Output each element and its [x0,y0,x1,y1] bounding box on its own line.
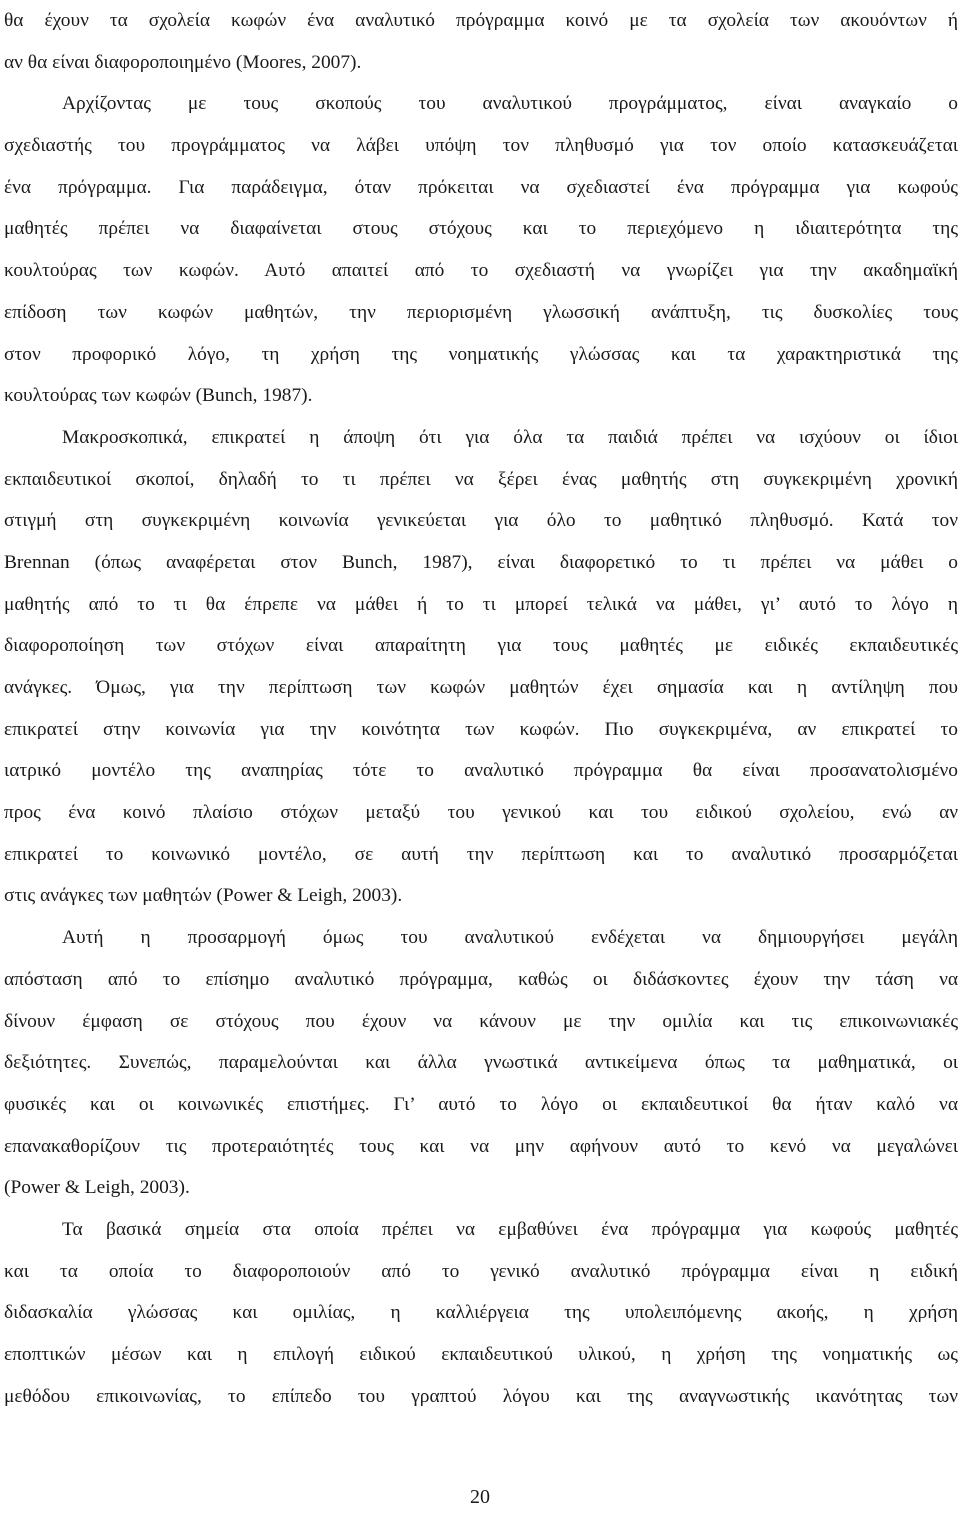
text-line: μεθόδου επικοινωνίας, το επίπεδο του γραπτού λόγου και της αναγνωστικής ικανότητας των [4,1385,958,1407]
text-line: ένα πρόγραμμα. Για παράδειγμα, όταν πρόκειται να σχεδιαστεί ένα πρόγραμμα για κωφούς [4,176,958,198]
text-line: ιατρικό μοντέλο της αναπηρίας τότε το αναλυτικό πρόγραμμα θα είναι προσανατολισμένο [4,760,958,782]
text-line: Αρχίζοντας με τους σκοπούς του αναλυτικού προγράμματος, είναι αναγκαίο ο [62,93,958,115]
text-line: επικρατεί το κοινωνικό μοντέλο, σε αυτή την περίπτωση και το αναλυτικό προσαρμόζεται [4,843,958,865]
text-line: Μακροσκοπικά, επικρατεί η άποψη ότι για όλα τα παιδιά πρέπει να ισχύουν οι ίδιοι [62,426,958,448]
text-line: επικρατεί στην κοινωνία για την κοινότητα των κωφών. Πιο συγκεκριμένα, αν επικρατεί το [4,718,958,740]
text-line: αν θα είναι διαφοροποιημένο (Moores, 2007). [4,51,362,73]
text-line: δίνουν έμφαση σε στόχους που έχουν να κάνουν με την ομιλία και τις επικοινωνιακές [4,1010,958,1032]
text-line: επίδοση των κωφών μαθητών, την περιορισμένη γλωσσική ανάπτυξη, τις δυσκολίες τους [4,301,958,323]
text-line: θα έχουν τα σχολεία κωφών ένα αναλυτικό πρόγραμμα κοινό με τα σχολεία των ακουόντων ή [4,10,958,31]
text-line: στον προφορικό λόγο, τη χρήση της νοηματικής γλώσσας και τα χαρακτηριστικά της [4,343,958,365]
text-line: στιγμή στη συγκεκριμένη κοινωνία γενικεύεται για όλο το μαθητικό πληθυσμό. Κατά τον [4,510,958,532]
text-line: Τα βασικά σημεία στα οποία πρέπει να εμβαθύνει ένα πρόγραμμα για κωφούς μαθητές [62,1218,958,1240]
text-line: εκπαιδευτικοί σκοποί, δηλαδή το τι πρέπει να ξέρει ένας μαθητής στη συγκεκριμένη χρονική [4,468,958,490]
text-line: και τα οποία το διαφοροποιούν από το γενικό αναλυτικό πρόγραμμα είναι η ειδική [4,1260,958,1282]
body-text [4,0,958,1417]
text-line: διδασκαλία γλώσσας και ομιλίας, η καλλιέργεια της υπολειπόμενης ακοής, η χρήση [4,1302,958,1324]
text-line: στις ανάγκες των μαθητών (Power & Leigh, 2003). [4,885,403,907]
text-line: εποπτικών μέσων και η επιλογή ειδικού εκπαιδευτικού υλικού, η χρήση της νοηματικής ως [4,1344,958,1365]
page-number: 20 [470,1486,490,1508]
text-line: ανάγκες. Όμως, για την περίπτωση των κωφών μαθητών έχει σημασία και η αντίληψη που [4,677,958,698]
text-line: προς ένα κοινό πλαίσιο στόχων μεταξύ του γενικού και του ειδικού σχολείου, ενώ αν [4,802,958,824]
text-line: κουλτούρας των κωφών (Bunch, 1987). [4,385,313,407]
text-line: μαθητής από το τι θα έπρεπε να μάθει ή το τι μπορεί τελικά να μάθει, γι’ αυτό το λόγο η [4,593,958,615]
text-line: κουλτούρας των κωφών. Αυτό απαιτεί από το σχεδιαστή να γνωρίζει για την ακαδημαϊκή [4,260,958,282]
text-line: φυσικές και οι κοινωνικές επιστήμες. Γι’ αυτό το λόγο οι εκπαιδευτικοί θα ήταν καλό να [4,1093,958,1115]
text-line: Αυτή η προσαρμογή όμως του αναλυτικού ενδέχεται να δημιουργήσει μεγάλη [62,927,958,949]
text-line: (Power & Leigh, 2003). [4,1177,190,1199]
text-line: διαφοροποίηση των στόχων είναι απαραίτητη για τους μαθητές με ειδικές εκπαιδευτικές [4,635,958,657]
text-line: Brennan (όπως αναφέρεται στον Bunch, 1987), είναι διαφορετικό το τι πρέπει να μάθει ο [4,551,958,573]
text-line: απόσταση από το επίσημο αναλυτικό πρόγραμμα, καθώς οι διδάσκοντες έχουν την τάση να [4,968,958,990]
text-line: σχεδιαστής του προγράμματος να λάβει υπόψη τον πληθυσμό για τον οποίο κατασκευάζεται [4,135,958,157]
text-line: δεξιότητες. Συνεπώς, παραμελούνται και άλλα γνωστικά αντικείμενα όπως τα μαθηματικά, οι [4,1052,958,1074]
text-line: μαθητές πρέπει να διαφαίνεται στους στόχους και το περιεχόμενο η ιδιαιτερότητα της [4,218,958,240]
text-line: επανακαθορίζουν τις προτεραιότητές τους και να μην αφήνουν αυτό το κενό να μεγαλώνει [4,1135,958,1157]
